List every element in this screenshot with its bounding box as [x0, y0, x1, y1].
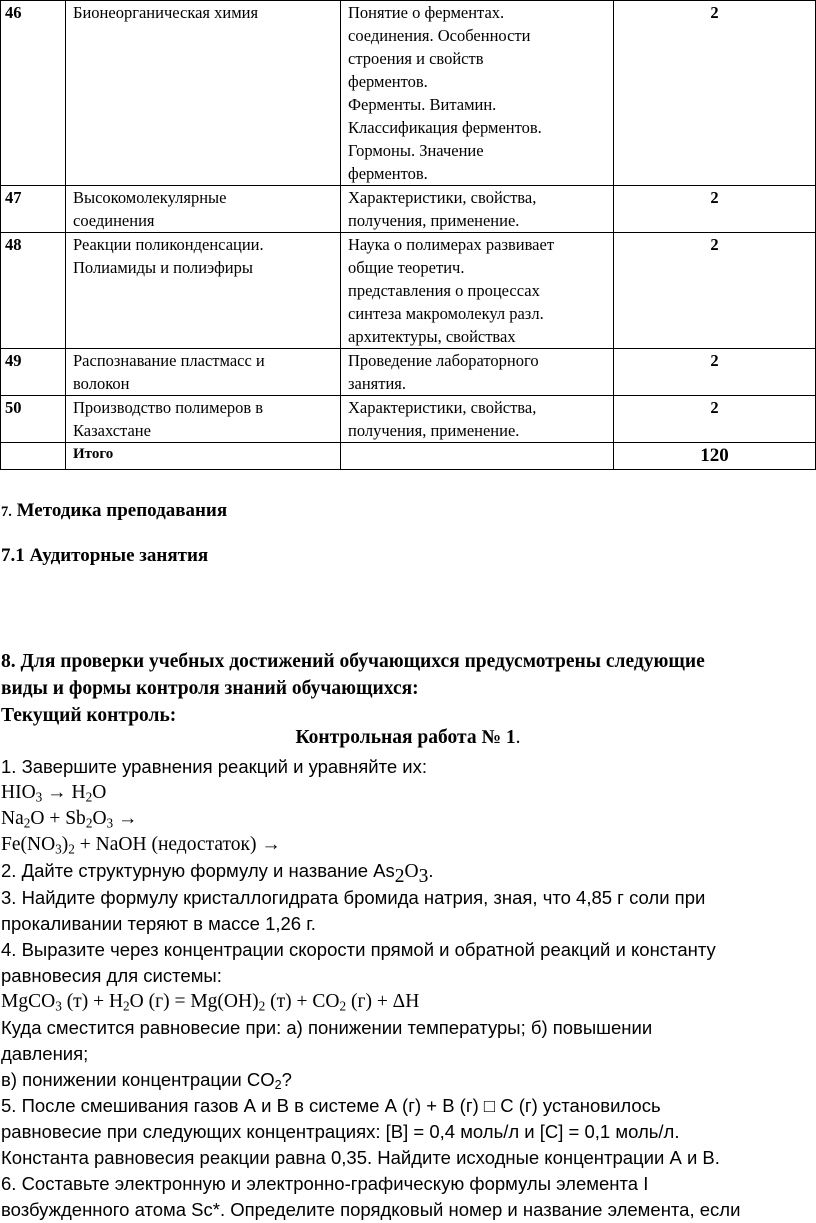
row-content	[341, 349, 614, 396]
row-content	[341, 1, 614, 186]
section-8-line-3: Текущий контроль:	[1, 705, 177, 726]
task-3-line-1: 3. Найдите формулу кристаллогидрата бромида натрия, зная, что 4,85 г соли при	[1, 887, 706, 908]
row-hours: 2	[614, 1, 816, 186]
row-theme-line: Казахстане	[73, 421, 151, 440]
row-hours: 2	[614, 186, 816, 233]
section-8-heading	[1, 648, 815, 729]
row-content	[341, 233, 614, 349]
table-row	[1, 349, 816, 396]
equation-3: $Fe(NO_3)_2$ + NaOH (недостаток) →	[1, 834, 281, 857]
row-theme	[66, 396, 341, 443]
row-content-line: Классификация ферментов.	[348, 118, 542, 137]
task-5-line-3: Константа равновесия реакции равна 0,35. Найдите исходные концентрации А и В.	[1, 1147, 720, 1168]
row-content-line: Гормоны. Значение	[348, 141, 484, 160]
control-work-tasks	[1, 754, 815, 1223]
row-content-line: синтеза макромолекул разл.	[348, 304, 544, 323]
task-3-line-2: прокаливании теряют в массе 1,26 г.	[1, 913, 316, 934]
task-4-line-4: давления;	[1, 1043, 89, 1064]
row-content-line: общие теоретич.	[348, 258, 465, 277]
row-theme	[66, 349, 341, 396]
total-empty-cell	[1, 443, 66, 470]
row-theme-line: Реакции поликонденсации.	[73, 235, 264, 254]
row-theme-line: Распознавание пластмасс и	[73, 351, 265, 370]
row-content-line: Проведение лабораторного	[348, 351, 539, 370]
row-number: 50	[1, 396, 66, 443]
row-hours: 2	[614, 349, 816, 396]
section-8-line-2: виды и формы контроля знаний обучающихся:	[1, 678, 419, 699]
task-1: 1. Завершите уравнения реакций и уравняйте их:	[1, 756, 428, 777]
control-work-title	[0, 727, 816, 749]
curriculum-table	[0, 0, 816, 470]
row-content-line: Ферменты. Витамин.	[348, 95, 497, 114]
task-5-line-2: равновесие при следующих концентрациях: [В] = 0,4 моль/л и [С] = 0,1 моль/л.	[1, 1121, 680, 1142]
row-content-line: Наука о полимерах развивает	[348, 235, 555, 254]
equation-1: $HIO_3 \to H_2O$	[1, 782, 107, 805]
row-number: 46	[1, 1, 66, 186]
table-row	[1, 186, 816, 233]
row-theme-line: Бионеорганическая химия	[73, 3, 259, 22]
section-7-heading	[1, 500, 227, 522]
row-theme-line: Производство полимеров в	[73, 398, 264, 417]
table-row	[1, 396, 816, 443]
task-2: 2. Дайте структурную формулу и название $As_2O_3$.	[1, 860, 434, 887]
total-label: Итого	[66, 443, 341, 470]
row-content-line: Понятие о ферментах.	[348, 3, 505, 22]
row-content-line: Характеристики, свойства,	[348, 188, 537, 207]
row-number: 47	[1, 186, 66, 233]
row-number: 49	[1, 349, 66, 396]
row-content-line: архитектуры, свойствах	[348, 327, 516, 346]
row-theme-line: соединения	[73, 211, 155, 230]
section-7-number: 7.	[1, 504, 12, 520]
task-4-line-5: в) понижении концентрации $CO_2$?	[1, 1069, 292, 1093]
row-content	[341, 186, 614, 233]
total-empty-cell	[341, 443, 614, 470]
table-row	[1, 233, 816, 349]
total-hours: 120	[614, 443, 816, 470]
row-content-line: представления о процессах	[348, 281, 540, 300]
row-content-line: Характеристики, свойства,	[348, 398, 537, 417]
task-4-line-1: 4. Выразите через концентрации скорости прямой и обратной реакций и константу	[1, 939, 716, 960]
row-hours: 2	[614, 233, 816, 349]
row-content-line: получения, применение.	[348, 421, 520, 440]
row-theme-line: Высокомолекулярные	[73, 188, 227, 207]
control-work-title-text: Контрольная работа № 1	[295, 727, 516, 748]
equation-2: $Na_2O + Sb_2O_3$ →	[1, 808, 138, 831]
row-theme	[66, 233, 341, 349]
row-content-line: соединения. Особенности	[348, 26, 531, 45]
row-theme-line: Полиамиды и полиэфиры	[73, 258, 253, 277]
row-theme	[66, 186, 341, 233]
row-theme-line: волокон	[73, 374, 130, 393]
task-4-line-2: равновесия для системы:	[1, 965, 222, 986]
row-content-line: ферментов.	[348, 72, 428, 91]
task-6-line-1: 6. Составьте электронную и электронно-графическую формулы элемента I	[1, 1173, 649, 1194]
table-row	[1, 1, 816, 186]
task-5-line-1: 5. После смешивания газов А и В в системе А (г) + В (г) □ С (г) установилось	[1, 1095, 661, 1116]
row-theme	[66, 1, 341, 186]
section-8-line-1: 8. Для проверки учебных достижений обучающихся предусмотрены следующие	[1, 651, 705, 672]
task-4-line-3: Куда сместится равновесие при: а) понижении температуры; б) повышении	[1, 1017, 653, 1038]
row-content	[341, 396, 614, 443]
table-total-row	[1, 443, 816, 470]
section-7-1-heading: 7.1 Аудиторные занятия	[1, 545, 209, 566]
row-number: 48	[1, 233, 66, 349]
task-6-line-2: возбужденного атома Sc*. Определите порядковый номер и название элемента, если	[1, 1199, 741, 1220]
row-content-line: ферментов.	[348, 164, 428, 183]
section-7-title: Методика преподавания	[16, 500, 228, 521]
row-content-line: занятия.	[348, 374, 407, 393]
equation-4: MgCO$_3$ $(т) + H_2O$ $(г) = Mg(OH)_2$ $(т) + CO_2$ (г) + ΔН	[1, 991, 420, 1014]
row-hours: 2	[614, 396, 816, 443]
row-content-line: строения и свойств	[348, 49, 484, 68]
row-content-line: получения, применение.	[348, 211, 520, 230]
table-body	[1, 1, 816, 470]
control-work-title-dot: .	[515, 727, 521, 748]
